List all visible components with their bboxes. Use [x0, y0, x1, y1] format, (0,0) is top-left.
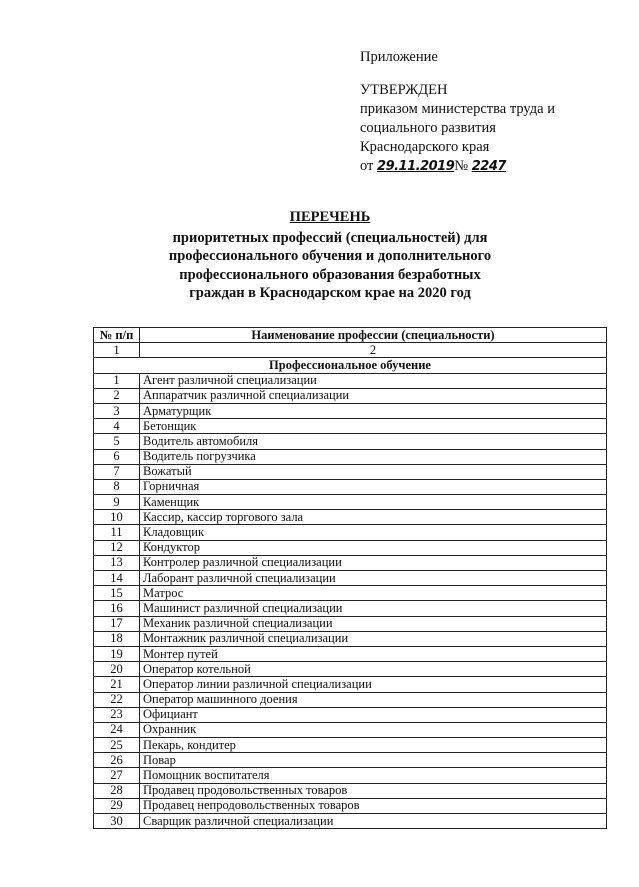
table-row — [94, 798, 607, 813]
profession-name: Кладовщик — [140, 525, 607, 540]
row-number: 10 — [94, 510, 140, 525]
profession-name: Официант — [140, 707, 607, 722]
table-row — [94, 510, 607, 525]
row-number: 2 — [94, 388, 140, 403]
row-number: 14 — [94, 571, 140, 586]
row-number: 4 — [94, 419, 140, 434]
row-number: 8 — [94, 479, 140, 494]
profession-name: Машинист различной специализации — [140, 601, 607, 616]
table-row — [94, 722, 607, 737]
profession-name: Продавец продовольственных товаров — [140, 783, 607, 798]
table-row — [94, 495, 607, 510]
table-row — [94, 814, 607, 829]
row-number: 24 — [94, 722, 140, 737]
row-number: 9 — [94, 495, 140, 510]
document-title-block — [100, 208, 560, 303]
approval-line-2: социального развития — [360, 120, 496, 136]
table-row — [94, 571, 607, 586]
table-row — [94, 449, 607, 464]
approval-date-line — [360, 157, 555, 176]
title-line-3: профессионального образования безработных — [179, 266, 481, 283]
row-number: 23 — [94, 707, 140, 722]
profession-name: Повар — [140, 753, 607, 768]
table-row — [94, 479, 607, 494]
table-row — [94, 631, 607, 646]
profession-name: Монтер путей — [140, 646, 607, 661]
row-number: 15 — [94, 586, 140, 601]
row-number: 12 — [94, 540, 140, 555]
profession-name: Лаборант различной специализации — [140, 571, 607, 586]
table-header-row — [94, 328, 607, 343]
table-row — [94, 753, 607, 768]
table-body — [94, 373, 607, 829]
number-sign: № — [454, 158, 469, 174]
table-row — [94, 692, 607, 707]
handwritten-order-number: 2247 — [471, 159, 506, 174]
profession-name: Монтажник различной специализации — [140, 631, 607, 646]
table-row — [94, 434, 607, 449]
spacer — [360, 67, 555, 81]
row-number: 13 — [94, 555, 140, 570]
approval-block — [360, 48, 555, 176]
title-line-2: профессионального обучения и дополнительного — [168, 248, 492, 264]
table-row — [94, 707, 607, 722]
table-row — [94, 662, 607, 677]
header-number: № п/п — [94, 328, 140, 343]
row-number: 30 — [94, 814, 140, 829]
table-row — [94, 646, 607, 661]
profession-name: Механик различной специализации — [140, 616, 607, 631]
table-row — [94, 555, 607, 570]
table-row — [94, 616, 607, 631]
profession-name: Помощник воспитателя — [140, 768, 607, 783]
table-row — [94, 586, 607, 601]
profession-name: Кассир, кассир торгового зала — [140, 510, 607, 525]
section-title: Профессиональное обучение — [94, 358, 607, 373]
section-row — [94, 358, 607, 373]
profession-name: Аппаратчик различной специализации — [140, 388, 607, 403]
title-line-4: граждан в Краснодарском крае на 2020 год — [189, 285, 471, 301]
row-number: 3 — [94, 403, 140, 418]
table-row — [94, 464, 607, 479]
approved-label: УТВЕРЖДЕН — [360, 82, 448, 98]
row-number: 22 — [94, 692, 140, 707]
table-row — [94, 601, 607, 616]
row-number: 17 — [94, 616, 140, 631]
table-row — [94, 525, 607, 540]
profession-name: Сварщик различной специализации — [140, 814, 607, 829]
column-number-row — [94, 343, 607, 358]
row-number: 29 — [94, 798, 140, 813]
row-number: 26 — [94, 753, 140, 768]
row-number: 19 — [94, 646, 140, 661]
table-row — [94, 373, 607, 388]
row-number: 11 — [94, 525, 140, 540]
profession-name: Оператор котельной — [140, 662, 607, 677]
table-row — [94, 403, 607, 418]
row-number: 1 — [94, 373, 140, 388]
profession-name: Вожатый — [140, 464, 607, 479]
profession-name: Продавец непродовольственных товаров — [140, 798, 607, 813]
profession-name: Бетонщик — [140, 419, 607, 434]
profession-name: Водитель погрузчика — [140, 449, 607, 464]
row-number: 18 — [94, 631, 140, 646]
row-number: 21 — [94, 677, 140, 692]
row-number: 20 — [94, 662, 140, 677]
column-number-2: 2 — [140, 343, 607, 358]
table-row — [94, 738, 607, 753]
table-row — [94, 540, 607, 555]
profession-name: Водитель автомобиля — [140, 434, 607, 449]
row-number: 16 — [94, 601, 140, 616]
profession-name: Горничная — [140, 479, 607, 494]
profession-name: Арматурщик — [140, 403, 607, 418]
approval-line-1: приказом министерства труда и — [360, 101, 555, 117]
profession-name: Оператор машинного доения — [140, 692, 607, 707]
profession-name: Контролер различной специализации — [140, 555, 607, 570]
profession-name: Оператор линии различной специализации — [140, 677, 607, 692]
row-number: 25 — [94, 738, 140, 753]
header-profession-name: Наименование профессии (специальности) — [140, 328, 607, 343]
profession-name: Матрос — [140, 586, 607, 601]
title-line-1: приоритетных профессий (специальностей) для — [172, 229, 488, 246]
row-number: 6 — [94, 449, 140, 464]
profession-name: Агент различной специализации — [140, 373, 607, 388]
date-prefix: от — [360, 158, 374, 174]
handwritten-date: 29.11.2019 — [377, 159, 455, 174]
row-number: 7 — [94, 464, 140, 479]
table-row — [94, 768, 607, 783]
row-number: 5 — [94, 434, 140, 449]
profession-name: Пекарь, кондитер — [140, 738, 607, 753]
professions-table — [93, 327, 607, 829]
table-row — [94, 783, 607, 798]
table-row — [94, 388, 607, 403]
column-number-1: 1 — [94, 343, 140, 358]
row-number: 28 — [94, 783, 140, 798]
approval-line-3: Краснодарского края — [360, 139, 490, 155]
profession-name: Кондуктор — [140, 540, 607, 555]
document-title: ПЕРЕЧЕНЬ — [289, 209, 371, 225]
profession-name: Каменщик — [140, 495, 607, 510]
table-row — [94, 419, 607, 434]
appendix-label: Приложение — [360, 49, 438, 65]
profession-name: Охранник — [140, 722, 607, 737]
table-row — [94, 677, 607, 692]
row-number: 27 — [94, 768, 140, 783]
